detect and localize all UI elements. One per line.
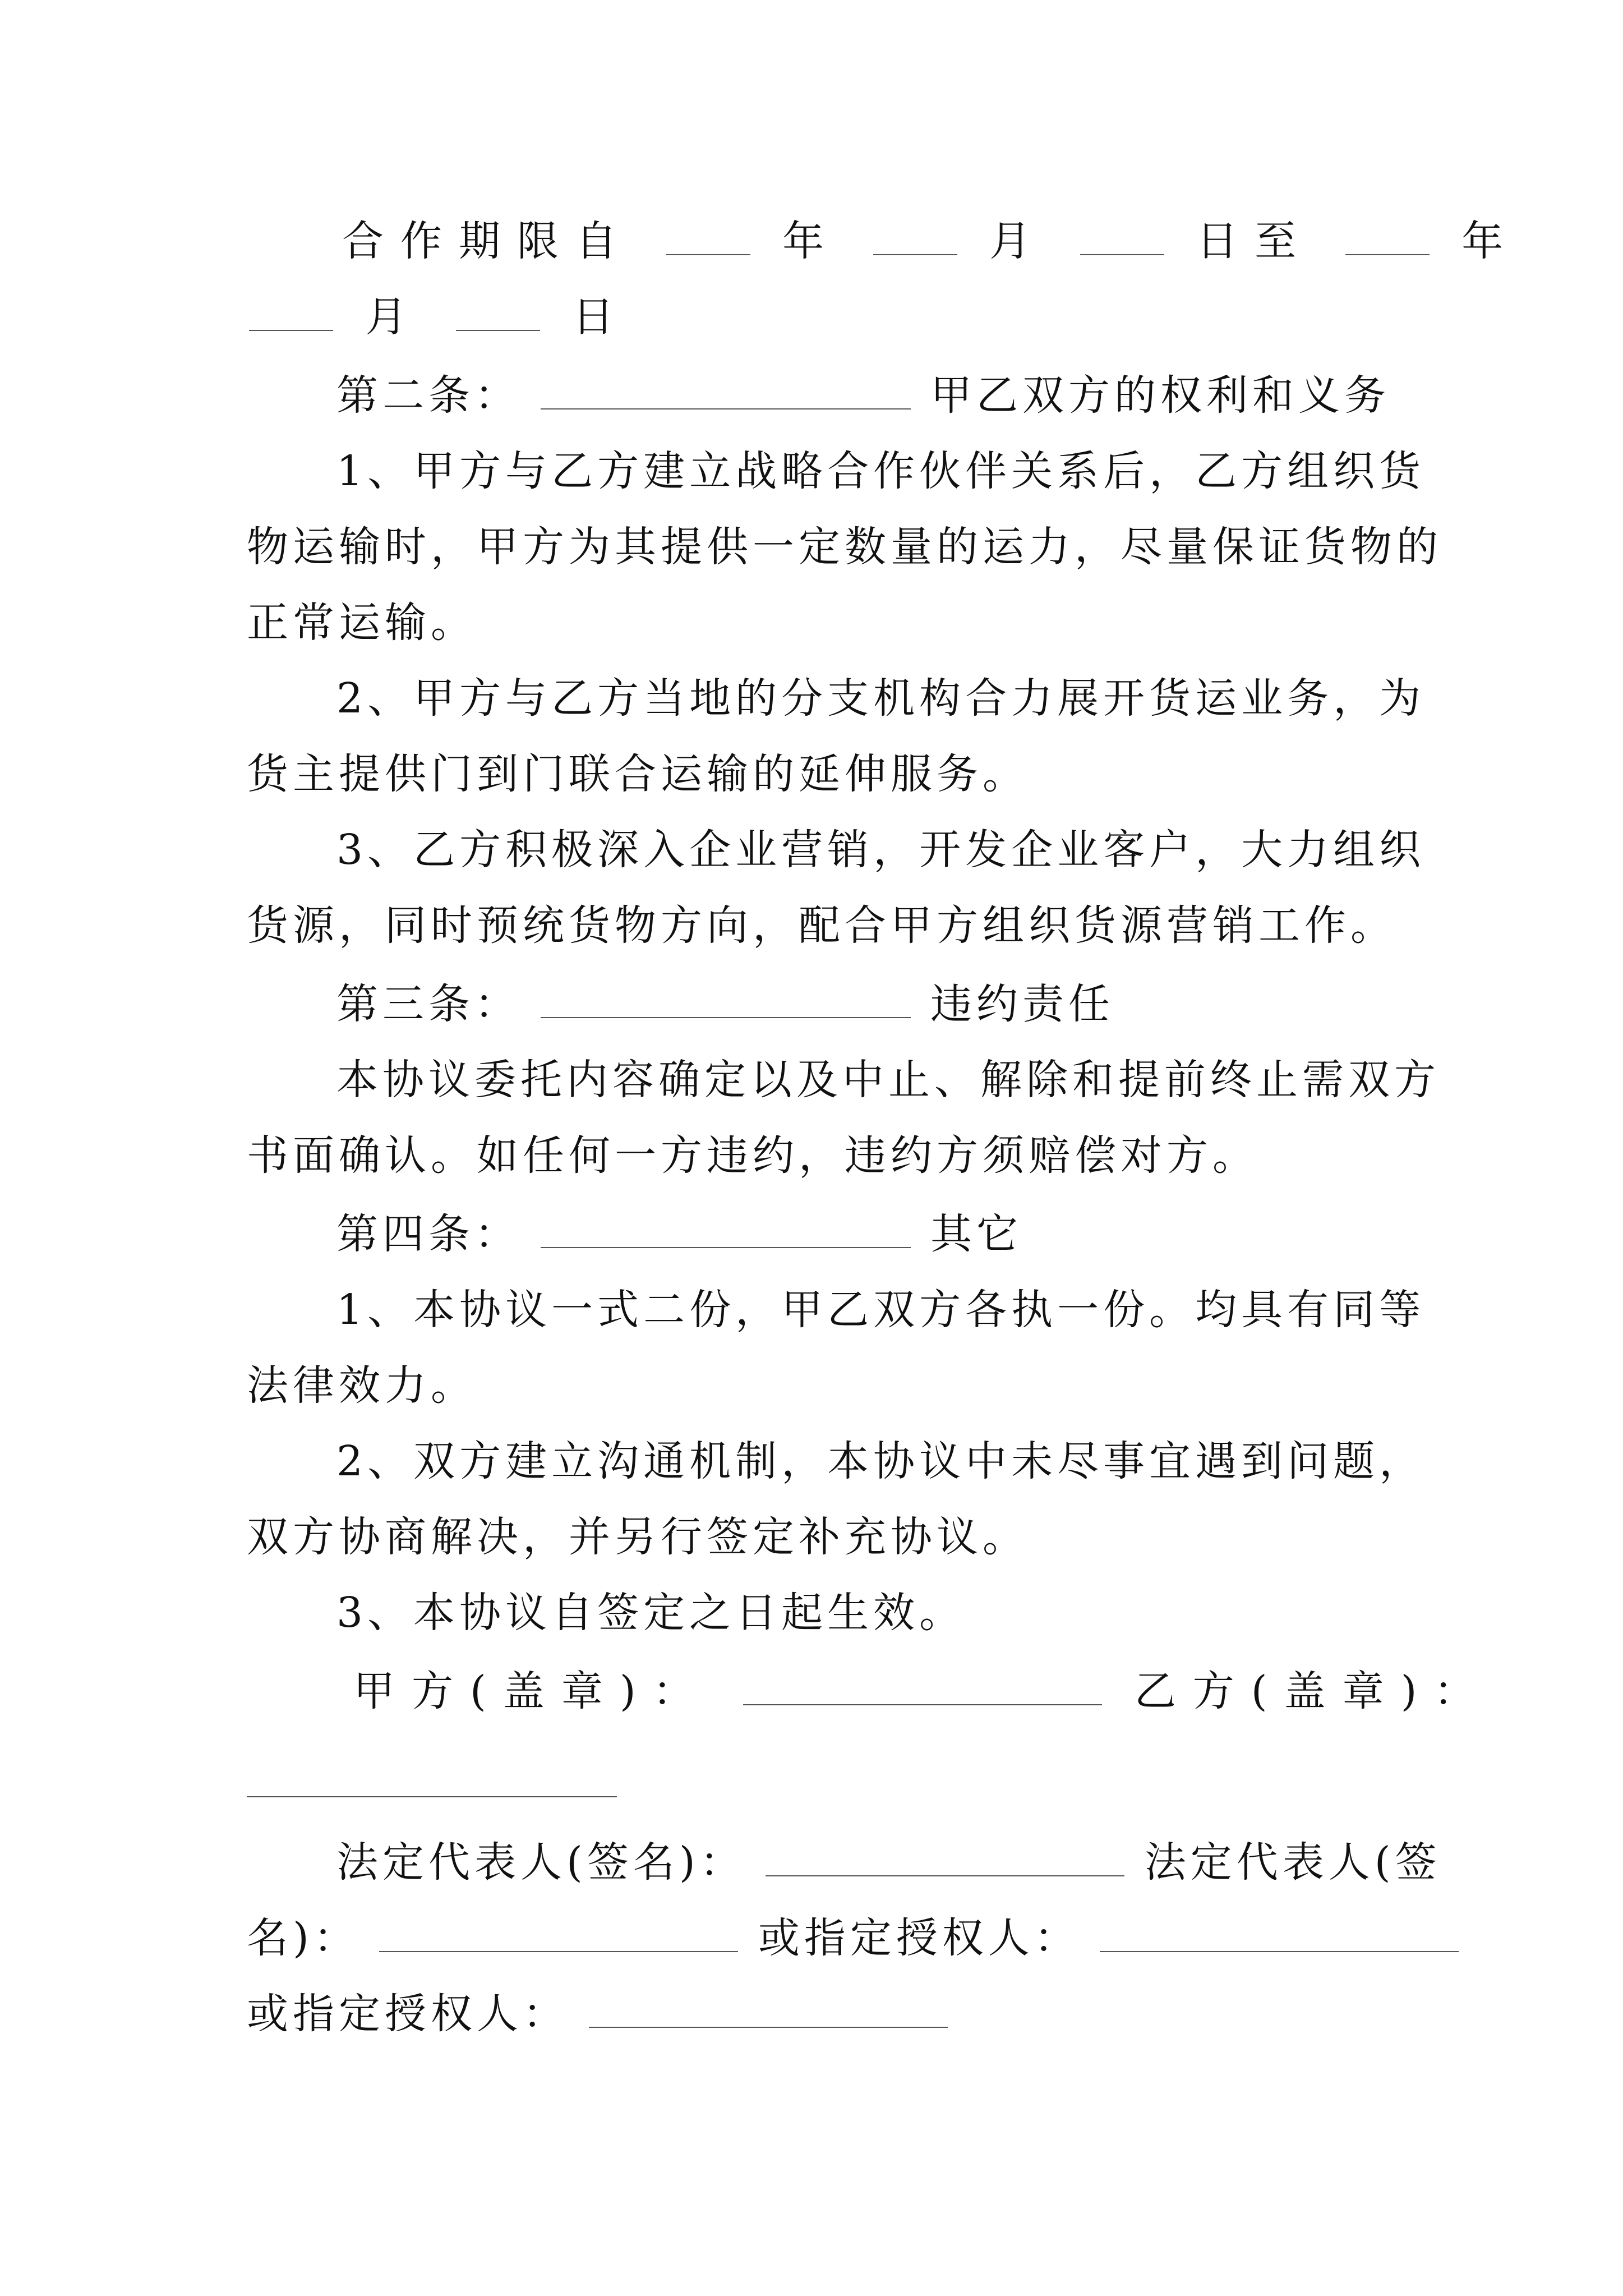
period-month2-label: 月 [365,293,424,341]
period-day-to-label: 日至 [1196,217,1313,265]
period-day2-label: 日 [572,293,631,341]
legal-rep-a-label: 法定代表人(签名)： [336,1838,746,1887]
authorized-a-label: 或指定授权人： [758,1914,1080,1962]
period-year2-label: 年 [1461,217,1520,265]
legal-rep-b-label-part1: 法定代表人(签 [1144,1838,1441,1887]
authorized-a-blank[interactable] [1100,1917,1459,1952]
party-b-seal-label: 乙方(盖章)： [1134,1667,1492,1715]
start-day-blank[interactable] [1080,220,1164,255]
article-3-title-line [336,976,1481,1032]
end-year-blank[interactable] [1345,220,1430,255]
article-4-title-line [336,1206,1481,1262]
article-3-p-line2: 书面确认。如任何一方违约，违约方须赔偿对方。 [247,1131,1258,1180]
party-a-seal-label: 甲方(盖章)： [353,1667,711,1715]
period-year-label: 年 [782,217,841,265]
authorized-b-label: 或指定授权人： [247,1990,569,2038]
legal-rep-b-blank[interactable] [379,1917,738,1952]
article-2-blank[interactable] [541,375,911,409]
legal-rep-line-1 [336,1834,1481,1890]
authorized-b-blank[interactable] [589,1993,948,2028]
article-2-p2-line1: 2、甲方与乙方当地的分支机构合力展开货运业务，为 [336,674,1426,723]
article-2-p3-line1: 3、乙方积极深入企业营销，开发企业客户，大力组织 [336,826,1426,874]
article-2-p3-line2: 货源，同时预统货物方向，配合甲方组织货源营销工作。 [247,901,1396,950]
article-3-p-line1: 本协议委托内容确定以及中止、解除和提前终止需双方 [336,1056,1440,1104]
article-4-p1-line2: 法律效力。 [247,1361,477,1410]
article-4-blank[interactable] [541,1213,911,1248]
authorized-line [247,1986,1391,2042]
period-month-label: 月 [989,217,1048,265]
legal-rep-line-2 [247,1910,1391,1966]
party-b-seal-blank[interactable] [247,1796,617,1797]
article-3-title: 第三条： [336,980,520,1028]
party-a-seal-blank[interactable] [743,1671,1102,1705]
article-2-p1-line1: 1、甲方与乙方建立战略合作伙伴关系后，乙方组织货 [336,447,1426,495]
end-month-blank[interactable] [249,296,333,331]
period-line-2 [247,289,1391,345]
period-line-1 [342,213,1520,269]
legal-rep-b-label-part2: 名)： [247,1914,359,1962]
article-3-heading: 违约责任 [930,980,1115,1028]
article-4-p3-line1: 3、本协议自签定之日起生效。 [336,1589,966,1637]
article-4-p2-line1: 2、双方建立沟通机制，本协议中未尽事宜遇到问题， [336,1437,1426,1485]
end-day-blank[interactable] [456,296,540,331]
article-4-title: 第四条： [336,1210,520,1258]
article-2-title-line [336,367,1481,424]
article-2-p2-line2: 货主提供门到门联合运输的延伸服务。 [247,750,1029,798]
article-3-blank[interactable] [541,983,911,1018]
seal-line [353,1663,1497,1719]
article-4-p2-line2: 双方协商解决，并另行签定补充协议。 [247,1513,1029,1561]
start-year-blank[interactable] [666,220,750,255]
article-4-heading: 其它 [930,1210,1023,1258]
period-label: 合作期限自 [342,217,634,265]
article-2-p1-line2: 物运输时，甲方为其提供一定数量的运力，尽量保证货物的 [247,523,1442,571]
article-2-heading: 甲乙双方的权利和义务 [930,371,1391,420]
article-4-p1-line1: 1、本协议一式二份，甲乙双方各执一份。均具有同等 [336,1286,1426,1334]
article-2-p1-line3: 正常运输。 [247,599,477,647]
legal-rep-a-blank[interactable] [766,1842,1124,1876]
article-2-title: 第二条： [336,371,520,420]
start-month-blank[interactable] [873,220,957,255]
